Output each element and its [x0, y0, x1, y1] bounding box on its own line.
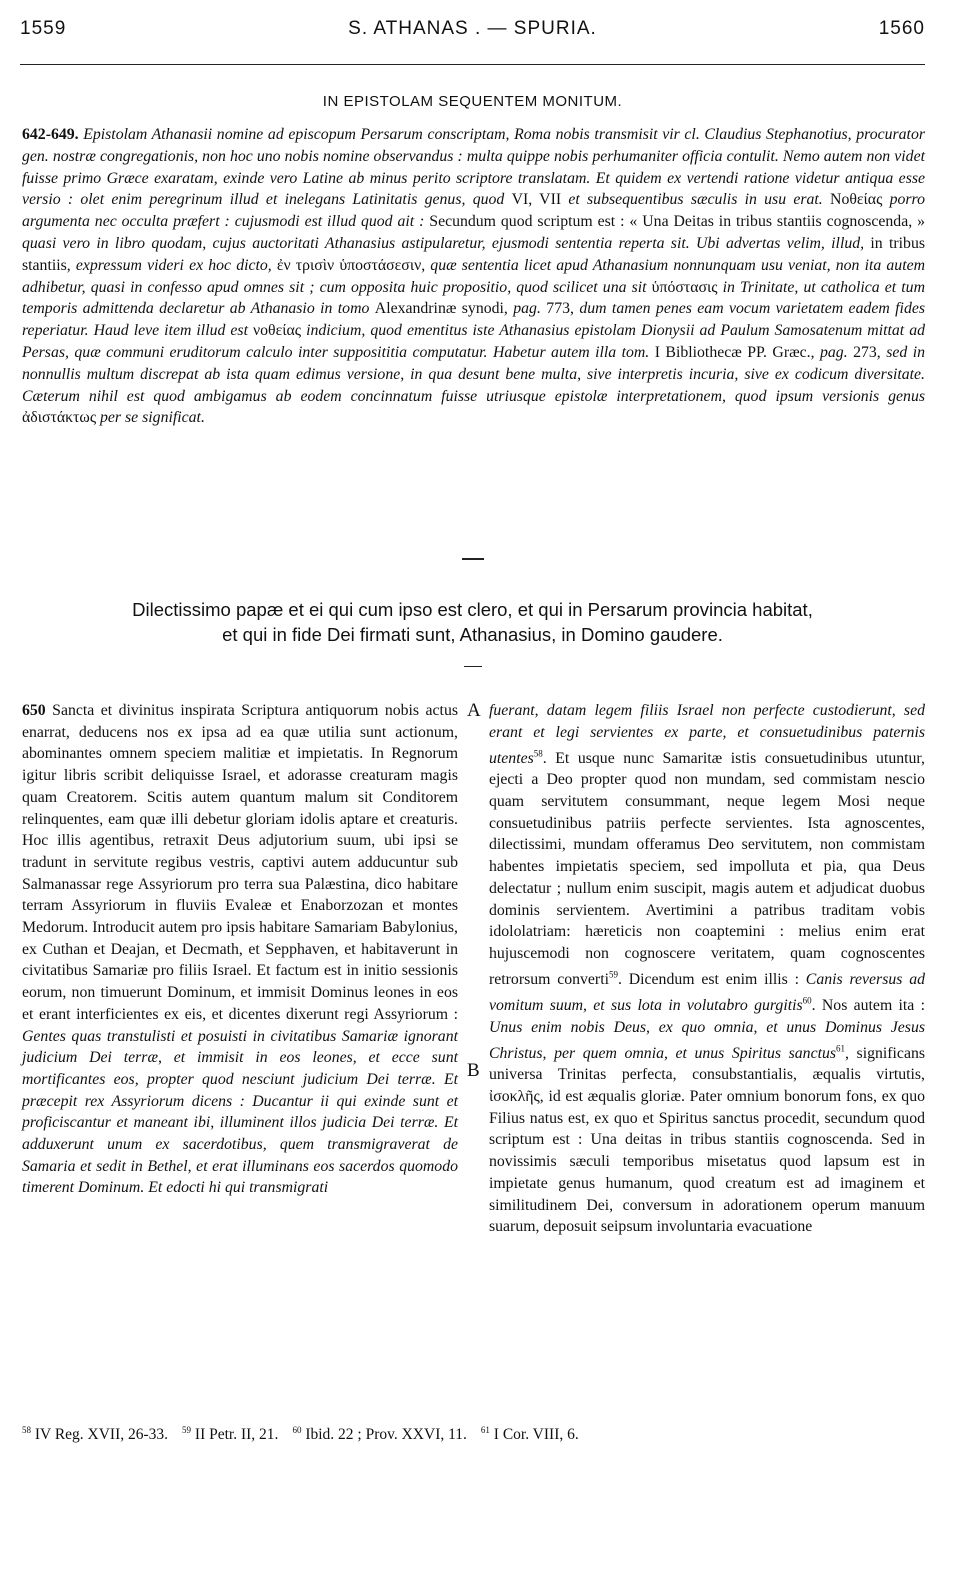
footnote	[481, 1426, 579, 1443]
italic-text: quasi vero in libro quodam, cujus auctoritati Athanasius astipularetur, ejusmodi sententia reperta sit. Ubi advertas velim, illud,	[22, 234, 871, 252]
footnote-number: 60	[292, 1425, 302, 1435]
roman-text: . Et usque nunc Samaritæ istis consuetudinibus utuntur, ejecti a Deo propter quod non mundam, sed commistam nescio quam servitutem consummant, neque legem Mosi neque consuetudinibus patriis perfecte servientes. Ista agnoscentes, dilectissimi, mundam offeramus Deo servitutem, non commistam habentes impietatis speciem, sed impolluta et pia, qua Deus delectatur ; nullum enim suscipit, magis autem et adjudicat duobus dominis servientem. Avertimini a patribus traditam vobis idololatriam: hæreticis non coaptemini : melius enim erat hujuscemodi non cognoscere veritatem, quam cognoscentes retrorsum converti	[489, 749, 925, 988]
roman-text: ὑπόστασις	[651, 278, 718, 296]
page-number-left: 1559	[20, 18, 67, 39]
footnote-ref: 59	[608, 969, 618, 980]
italic-text: sed in nonnullis multum discrepat ab ista quam edimus versione, in qua desunt bene multa, sive interpretis incuria, sive ex codicum diversitate. Cæterum nihil est quod ambigamus ab eodem concinnatum fuisse utriusque epistolæ interpretationem, quod ipsum versionis genus	[22, 343, 926, 405]
heading-line-2: et qui in fide Dei firmati sunt, Athanasius, in Domino gaudere.	[222, 624, 723, 645]
italic-text: quæ sententia licet apud Athanasium nonnunquam usu veniat, non ita autem adhibetur, quasi in confesso apud omnes sit ; cum opposita huic propositio, quod scilicet una sit	[22, 256, 926, 296]
footnote-text: IV Reg. XVII, 26-33.	[31, 1426, 169, 1444]
footnote-ref: 61	[836, 1043, 846, 1054]
footnote-text: II Petr. II, 21.	[191, 1426, 279, 1444]
right-column-body	[489, 702, 925, 1235]
column-number: 650	[22, 702, 46, 719]
monitum-title: IN EPISTOLAM SEQUENTEM MONITUM.	[322, 93, 623, 110]
italic-text: et subsequentibus sæculis in usu erat.	[561, 191, 831, 209]
footnote	[22, 1426, 168, 1443]
footnote	[182, 1426, 278, 1443]
roman-text: 773,	[546, 300, 574, 318]
footnote-number: 61	[480, 1425, 490, 1435]
footnotes	[22, 1420, 925, 1445]
running-header	[20, 18, 925, 48]
roman-text: 273,	[853, 343, 881, 361]
roman-text: ἀδιστάκτως	[22, 409, 97, 427]
roman-text: . Nos autem ita :	[811, 996, 925, 1014]
roman-text: in tribus stantiis,	[22, 234, 925, 274]
separator-dash-small	[464, 666, 482, 667]
heading-line-1: Dilectissimo papæ et ei qui cum ipso est clero, et qui in Persarum provincia habitat,	[132, 599, 813, 620]
monitum-body	[22, 126, 925, 426]
roman-text: Νοθείας	[830, 191, 883, 209]
roman-text: ἐν τρισὶν ὑποστάσεσιν,	[276, 256, 426, 274]
roman-text: VI, VII	[511, 191, 562, 209]
section-number: 642-649.	[22, 126, 79, 143]
roman-text: Sancta et divinitus inspirata Scriptura antiquorum nobis actus enarrat, deducens nos ex ipsa ad ea quæ utilia sunt actionum, abominantes omnem speciem malitiæ et impietatis. In Regnorum igitur libris scribit deliquisse Israel, et adorasse creaturam magis quam Creatorem. Scitis autem quantum malum sit Conditorem relinquentes, eam quæ illi debetur gloriam idolis aptare et creaturis. Hoc illis agentibus, retraxit Deus adjutorium suum, ubi ipsi se tradunt in servitute regibus vestris, captivi autem adducuntur sub Salmanassar rege Assyriorum pro terra sua Palæstina, dico habitare terram Assyriorum in fluviis Evaleæ et Enaborzozan et montes Medorum. Introducit autem pro ipsis habitare Samariam Babylonius, ex Cuthan et Deajan, et Decmath, et Sepphaven, et habitaverunt in civitatibus Samariæ pro filiis Israel. Et factum est in initio sessionis eorum, non timuerunt Dominum, et immisit Dominus leones in eos et erant interficientes ex eis, et dicentes dixerunt regi Assyriorum :	[22, 702, 458, 1023]
margin-letter-b: B	[467, 1060, 480, 1081]
italic-text: dum tamen penes eam vocum varietatem eadem fides reperiatur. Haud leve item illud est	[22, 300, 926, 340]
page-number-right: 1560	[878, 18, 925, 39]
italic-text: Unus enim nobis Deus, ex quo omnia, et unus Dominus Jesus Christus, per quem omnia, et unus Spiritus sanctus	[489, 1018, 925, 1062]
italic-text: Gentes quas transtulisti et posuisti in civitatibus Samariæ ignorant judicium Dei terræ, et immisit in eos leones, et ecce sunt mortificantes eos, propter quod nesciunt judicium Dei terræ. Et præcepit rex Assyriorum dicens : Ducantur ii qui exinde sunt et proficiscantur et maneant ibi, illuminent illos judicia Dei terræ. Et adduxerunt unum ex sacerdotibus, quem transmigraverat de Samaria et sedit in Bethel, et erat illuminans eos sacerdos quomodo timerent Dominum. Et edocti hi qui transmigrati	[22, 1027, 458, 1197]
italic-text: fuerant, datam legem filiis Israel non perfecte custodierunt, sed erant et legi servientes ex parte, et consuetudinibus paternis utentes	[489, 702, 925, 767]
italic-text: pag.	[507, 300, 547, 318]
separator-dash	[462, 558, 484, 560]
italic-text: indicium, quod ementitus iste Athanasius epistolam Dionysii ad Paulum Samosatenum mittat ad Persas, quæ communi eruditorum calculo inter supposititia computatur. Habetur autem illa tom.	[22, 322, 925, 361]
left-column-body	[22, 702, 458, 1196]
footnote	[292, 1426, 466, 1443]
italic-text: porro argumenta nec occulta præfert : cujusmodi est illud quod ait :	[22, 191, 925, 231]
italic-text: Canis reversus ad vomitum suum, et sus lota in volutabro gurgitis	[489, 970, 925, 1014]
footnote-ref: 58	[533, 748, 543, 759]
roman-text: Secundum quod scriptum est : « Una Deitas in tribus stantiis cognoscenda, »	[429, 213, 925, 231]
italic-text: in Trinitate, ut catholica et tum temporis admittenda declaretur ab Athanasio in tomo	[22, 278, 925, 318]
left-column	[22, 700, 458, 1199]
roman-text: , significans universa Trinitas perfecta, consubstantialis, æqualis virtutis, ἰσοκλῆς, id est æqualis gloriæ. Pater omnium bonorum fons, ex quo Filius natus est, ex quo et Spiritus sanctus procedit, secundum quod scriptum est : Una deitas in tribus stantiis cognoscenda. Sed in novissimis sæculi temporibus misetatus quod lapsum est in impietate genus humanum, quod creatum est ad imaginem et similitudinem Dei, conversum in adorationem operum manuum suarum, deposuit seipsum involuntaria evacuatione	[489, 1044, 925, 1236]
margin-letter-a: A	[467, 700, 481, 721]
roman-text: I Bibliothecæ PP. Græc.,	[654, 343, 815, 361]
footnote-text: I Cor. VIII, 6.	[489, 1426, 579, 1444]
header-rule	[20, 64, 925, 65]
epistle-heading	[20, 597, 925, 647]
italic-text: pag.	[814, 343, 854, 361]
italic-text: Epistolam Athanasii nomine ad episcopum Persarum conscriptam, Roma nobis transmisit vir cl. Claudius Stephanotius, procurator gen. nostræ congregationis, non hoc uno nobis nomine observandus : multa quippe nobis perhumaniter officia contulit. Nemo autem non videt fuisse primo Græce exaratam, exinde vero Latine ab minus perito scriptore translatam. Et quidem ex vertendi ratione videtur antiqua esse versio : olet enim peregrinum illud et inelegans Latinitatis genus, quod	[22, 126, 925, 209]
footnote-ref: 60	[802, 995, 812, 1006]
italic-text: per se significat.	[96, 409, 205, 427]
footnote-number: 58	[22, 1425, 31, 1435]
footnote-number: 59	[182, 1425, 192, 1435]
roman-text: Alexandrinæ synodi,	[374, 300, 508, 318]
monitum-paragraph	[22, 124, 925, 429]
italic-text: expressum videri ex hoc dicto,	[70, 256, 277, 274]
running-title: S. ATHANAS . — SPURIA.	[348, 18, 597, 39]
footnote-text: Ibid. 22 ; Prov. XXVI, 11.	[301, 1426, 467, 1444]
right-column	[489, 700, 925, 1238]
roman-text: . Dicendum est enim illis :	[617, 970, 806, 988]
roman-text: νοθείας	[253, 322, 302, 340]
